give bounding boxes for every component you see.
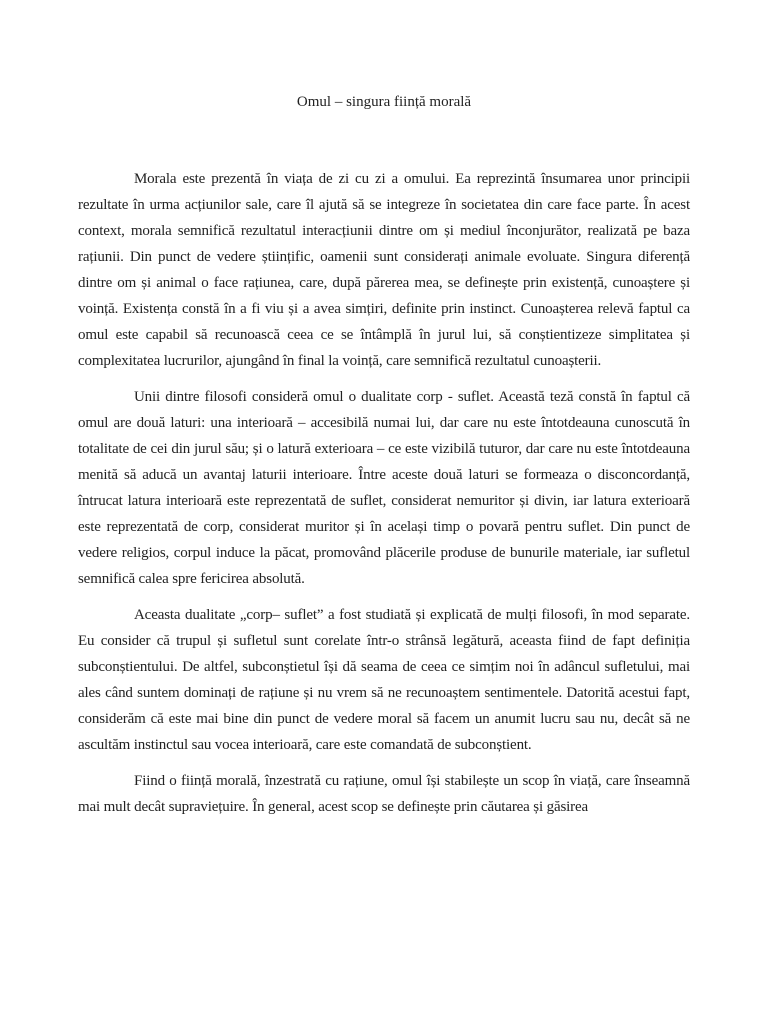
- paragraph-1: Morala este prezentă în viața de zi cu zi a omului. Ea reprezintă însumarea unor principii rezultate în urma acțiunilor sale, care îl ajută să se integreze în societatea din care face parte. În acest context, morala semnifică rezultatul interacțiunii dintre om și mediul înconjurător, realizată pe baza rațiunii. Din punct de vedere științific, oamenii sunt considerați animale evoluate. Singura diferență dintre om și animal o face rațiunea, care, după părerea mea, se definește prin existență, cunoaștere și voință. Existența constă în a fi viu și a avea simțiri, definite prin instinct. Cunoașterea relevă faptul ca omul este capabil să recunoască ceea ce se întâmplă în jurul lui, să conștientizeze simplitatea și complexitatea lucrurilor, ajungând în final la voință, care semnifică rezultatul cunoașterii.: [78, 171, 690, 369]
- paragraph-4: Fiind o ființă morală, înzestrată cu rațiune, omul își stabilește un scop în viață, care înseamnă mai mult decât supraviețuire. În general, acest scop se definește prin căutarea și găsirea: [78, 773, 690, 815]
- paragraph-3: Aceasta dualitate „corp– suflet” a fost studiată și explicată de mulți filosofi, în mod separate. Eu consider că trupul și sufletul sunt corelate într-o strânsă legătură, aceasta fiind de fapt definiția subconștientului. De altfel, subconștietul își dă seama de ceea ce simțim noi în adâncul sufletului, mai ales când suntem dominați de rațiune și nu vrem să ne recunoaștem sentimentele. Datorită acestui fapt, considerăm că este mai bine din punct de vedere moral să facem un anumit lucru sau nu, decât să ne ascultăm instinctul sau vocea interioară, care este comandată de subconștient.: [78, 607, 690, 753]
- paragraph-2: Unii dintre filosofi consideră omul o dualitate corp - suflet. Această teză constă în faptul că omul are două laturi: una interioară – accesibilă numai lui, dar care nu este întotdeauna cunoscută în totalitate de cei din jurul său; și o latură exterioara – ce este vizibilă tuturor, dar care nu este întotdeauna menită să aducă un avantaj laturii interioare. Între aceste două laturi se formeaza o disconcordanță, întrucat latura interioară este reprezentată de suflet, considerat nemuritor și divin, iar latura exterioară este reprezentată de corp, considerat muritor și în același timp o povară pentru suflet. Din punct de vedere religios, corpul induce la păcat, promovând plăcerile produse de bunurile materiale, iar sufletul semnifică calea spre fericirea absolută.: [78, 389, 690, 587]
- document-title: Omul – singura ființă morală: [296, 94, 472, 110]
